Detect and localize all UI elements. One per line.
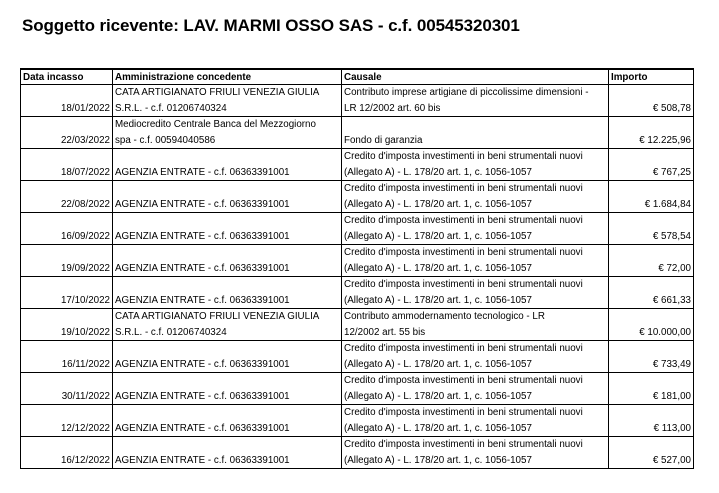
causale-line: (Allegato A) - L. 178/20 art. 1, c. 1056-1057 [344,230,532,242]
causale-line: (Allegato A) - L. 178/20 art. 1, c. 1056-1057 [344,294,532,306]
admin-line: Mediocredito Centrale Banca del Mezzogiorno [115,119,316,130]
admin-line: CATA ARTIGIANATO FRIULI VENEZIA GIULIA [115,87,320,98]
header-causale: Causale [342,69,609,85]
cell-causale [342,213,609,245]
admin-line: AGENZIA ENTRATE - c.f. 06363391001 [115,230,290,242]
cell-causale [342,85,609,117]
causale-line: Credito d'imposta investimenti in beni strumentali nuovi [344,343,583,354]
table-row [21,437,694,469]
cell-amount: € 12.225,96 [609,117,694,149]
cell-date: 16/09/2022 [21,213,113,245]
cell-admin [113,437,342,469]
cell-admin [113,245,342,277]
causale-line: LR 12/2002 art. 60 bis [344,102,441,114]
cell-amount: € 113,00 [609,405,694,437]
cell-amount: € 181,00 [609,373,694,405]
admin-line: AGENZIA ENTRATE - c.f. 06363391001 [115,358,290,370]
admin-line: AGENZIA ENTRATE - c.f. 06363391001 [115,262,290,274]
cell-admin [113,181,342,213]
admin-line: S.R.L. - c.f. 01206740324 [115,326,227,338]
cell-admin [113,277,342,309]
cell-causale [342,341,609,373]
table-row [21,341,694,373]
cell-causale [342,117,609,149]
cell-causale [342,277,609,309]
admin-line [115,213,339,229]
cell-amount: € 767,25 [609,149,694,181]
causale-line: Credito d'imposta investimenti in beni strumentali nuovi [344,439,583,450]
causale-line: Contributo ammodernamento tecnologico - LR [344,311,545,322]
cell-causale [342,437,609,469]
admin-line [115,149,339,165]
table-row [21,405,694,437]
cell-date: 22/03/2022 [21,117,113,149]
causale-line: (Allegato A) - L. 178/20 art. 1, c. 1056-1057 [344,454,532,466]
cell-date: 18/01/2022 [21,85,113,117]
cell-causale [342,405,609,437]
cell-amount: € 578,54 [609,213,694,245]
cell-causale [342,181,609,213]
causale-line: Credito d'imposta investimenti in beni strumentali nuovi [344,407,583,418]
admin-line: CATA ARTIGIANATO FRIULI VENEZIA GIULIA [115,311,320,322]
header-amount: Importo [609,69,694,85]
cell-causale [342,149,609,181]
causale-line: (Allegato A) - L. 178/20 art. 1, c. 1056-1057 [344,358,532,370]
admin-line: AGENZIA ENTRATE - c.f. 06363391001 [115,294,290,306]
cell-amount: € 527,00 [609,437,694,469]
cell-date: 16/11/2022 [21,341,113,373]
cell-amount: € 508,78 [609,85,694,117]
admin-line [115,373,339,389]
cell-causale [342,245,609,277]
cell-date: 12/12/2022 [21,405,113,437]
causale-line: (Allegato A) - L. 178/20 art. 1, c. 1056-1057 [344,390,532,402]
cell-amount: € 733,49 [609,341,694,373]
cell-admin [113,405,342,437]
table-row [21,85,694,117]
cell-date: 22/08/2022 [21,181,113,213]
cell-date: 19/09/2022 [21,245,113,277]
cell-amount: € 10.000,00 [609,309,694,341]
admin-line: AGENZIA ENTRATE - c.f. 06363391001 [115,390,290,402]
causale-line: 12/2002 art. 55 bis [344,326,426,338]
causale-line: (Allegato A) - L. 178/20 art. 1, c. 1056-1057 [344,262,532,274]
causale-line: Credito d'imposta investimenti in beni strumentali nuovi [344,183,583,194]
cell-date: 17/10/2022 [21,277,113,309]
cell-amount: € 1.684,84 [609,181,694,213]
admin-line [115,277,339,293]
cell-admin [113,213,342,245]
cell-amount: € 72,00 [609,245,694,277]
header-admin: Amministrazione concedente [113,69,342,85]
cell-date: 18/07/2022 [21,149,113,181]
admin-line: AGENZIA ENTRATE - c.f. 06363391001 [115,198,290,210]
table-row [21,117,694,149]
causale-line: Credito d'imposta investimenti in beni strumentali nuovi [344,375,583,386]
cell-amount: € 661,33 [609,277,694,309]
causale-line: (Allegato A) - L. 178/20 art. 1, c. 1056-1057 [344,198,532,210]
cell-admin [113,341,342,373]
admin-line [115,341,339,357]
admin-line: AGENZIA ENTRATE - c.f. 06363391001 [115,422,290,434]
cell-causale [342,373,609,405]
table-row [21,149,694,181]
causale-line: (Allegato A) - L. 178/20 art. 1, c. 1056-1057 [344,166,532,178]
admin-line [115,181,339,197]
admin-line [115,245,339,261]
causale-line: (Allegato A) - L. 178/20 art. 1, c. 1056-1057 [344,422,532,434]
table-row [21,245,694,277]
admin-line: AGENZIA ENTRATE - c.f. 06363391001 [115,454,290,466]
admin-line: spa - c.f. 00594040586 [115,134,216,146]
causale-line: Credito d'imposta investimenti in beni strumentali nuovi [344,151,583,162]
admin-line: S.R.L. - c.f. 01206740324 [115,102,227,114]
cell-admin [113,149,342,181]
table-row [21,277,694,309]
cell-admin [113,373,342,405]
cell-admin [113,117,342,149]
causale-line: Credito d'imposta investimenti in beni strumentali nuovi [344,247,583,258]
table-row [21,373,694,405]
cell-date: 30/11/2022 [21,373,113,405]
table-header-row [21,69,694,85]
grants-table [20,68,694,469]
causale-line: Contributo imprese artigiane di piccolissime dimensioni - [344,87,589,98]
header-date: Data incasso [21,69,113,85]
table-row [21,213,694,245]
cell-admin [113,309,342,341]
admin-line [115,405,339,421]
table-body [21,85,694,469]
causale-line: Credito d'imposta investimenti in beni strumentali nuovi [344,215,583,226]
cell-date: 16/12/2022 [21,437,113,469]
causale-line [344,117,606,133]
causale-line: Fondo di garanzia [344,134,423,146]
admin-line: AGENZIA ENTRATE - c.f. 06363391001 [115,166,290,178]
document-title: Soggetto ricevente: LAV. MARMI OSSO SAS - c.f. 00545320301 [22,16,520,35]
admin-line [115,437,339,453]
cell-causale [342,309,609,341]
table-row [21,309,694,341]
cell-date: 19/10/2022 [21,309,113,341]
table-row [21,181,694,213]
cell-admin [113,85,342,117]
causale-line: Credito d'imposta investimenti in beni strumentali nuovi [344,279,583,290]
